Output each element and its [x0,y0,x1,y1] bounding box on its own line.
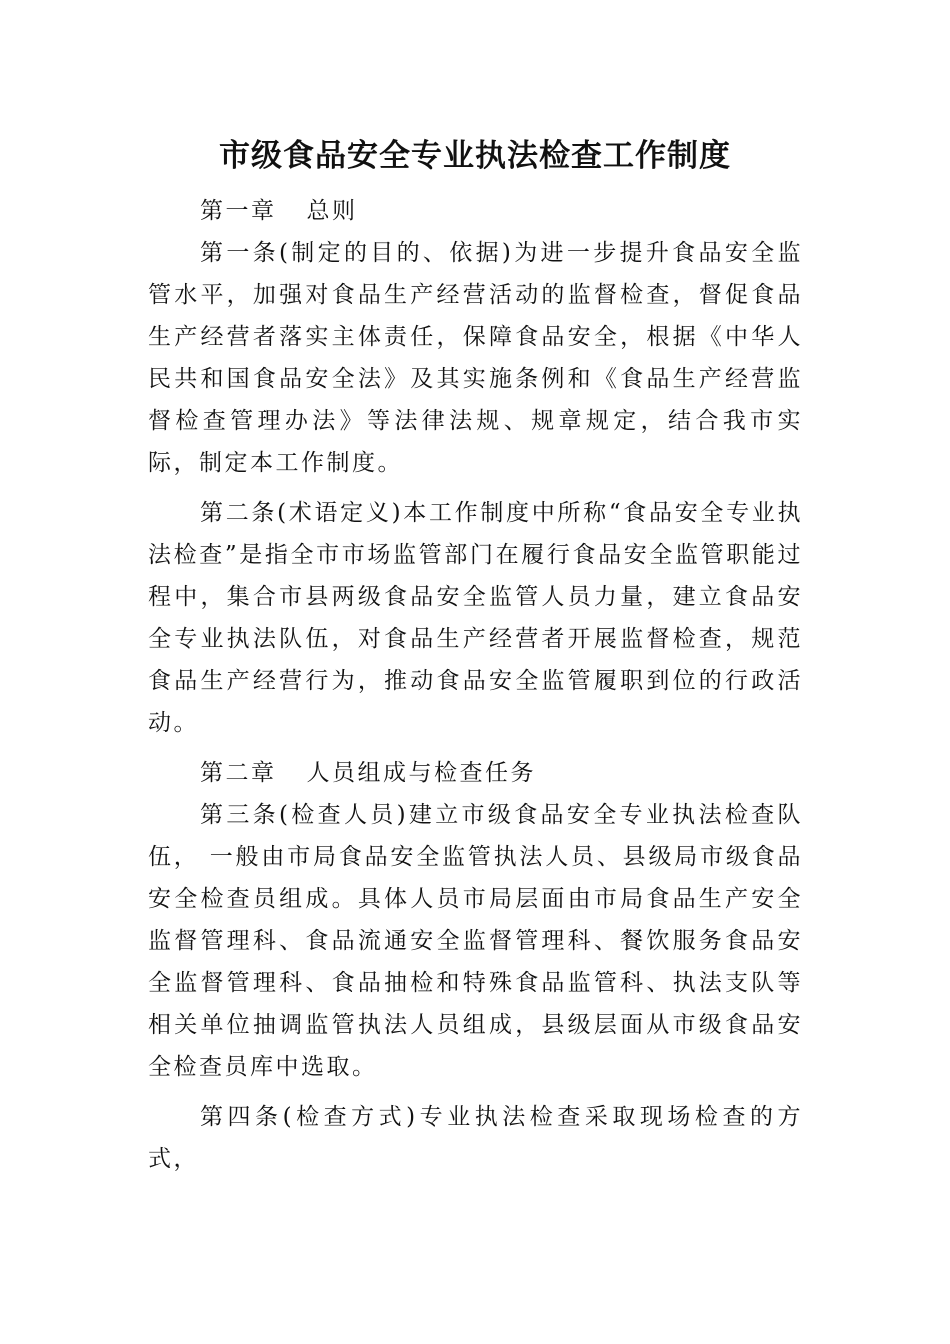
chapter-heading-1 [148,190,803,232]
article-3: 第三条(检查人员)建立市级食品安全专业执法检查队伍， 一般由市局食品安全监管执法人员、县级局市级食品安全检查员组成。具体人员市局层面由市局食品生产安全监督管理科、食品流通安全监督管理科、餐饮服务食品安全监督管理科、食品抽检和特殊食品监管科、执法支队等相关单位抽调监管执法人员组成，县级层面从市级食品安全检查员库中选取。 [148,802,803,1080]
article-2: 第二条(术语定义)本工作制度中所称“食品安全专业执法检查”是指全市市场监管部门在履行食品安全监管职能过程中，集合市县两级食品安全监管人员力量，建立食品安全专业执法队伍，对食品生产经营者开展监督检查，规范食品生产经营行为，推动食品安全监管履职到位的行政活动。 [148,500,803,736]
article-4: 第四条(检查方式)专业执法检查采取现场检查的方式， [148,1104,803,1172]
chapter-name: 人员组成与检查任务 [306,760,536,786]
chapter-number: 第二章 [200,760,277,786]
document-body [148,190,803,1180]
chapter-heading-2 [148,752,803,794]
chapter-number: 第一章 [200,198,277,224]
article-1: 第一条(制定的目的、依据)为进一步提升食品安全监管水平，加强对食品生产经营活动的监督检查，督促食品生产经营者落实主体责任，保障食品安全，根据《中华人民共和国食品安全法》及其实施条例和《食品生产经营监督检查管理办法》等法律法规、规章规定，结合我市实际，制定本工作制度。 [148,240,803,476]
document-title: 市级食品安全专业执法检查工作制度 [219,138,731,174]
chapter-name: 总则 [306,198,358,224]
